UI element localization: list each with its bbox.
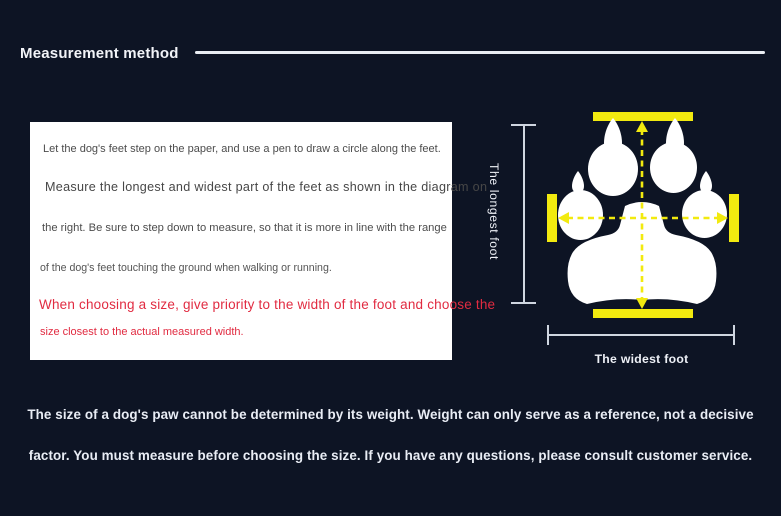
longest-foot-label: The longest foot [487,163,501,261]
widest-foot-ruler [548,334,735,336]
instruction-line: the right. Be sure to step down to measure, so that it is more in line with the range [42,222,447,234]
instruction-line-warning: When choosing a size, give priority to the width of the foot and choose the [39,297,496,312]
longest-foot-ruler [523,125,525,304]
instruction-line: Measure the longest and widest part of the feet as shown in the diagram on [45,180,488,194]
paw-toe [650,142,697,193]
measure-bar-bottom [593,309,693,318]
page-title: Measurement method [20,45,179,62]
arrowhead-up-icon [636,121,648,132]
measure-bar-left [547,194,557,242]
measure-bar-right [729,194,739,242]
longest-foot-ruler-cap [511,124,536,126]
footer-note-line: factor. You must measure before choosing the size. If you have any questions, please consult customer service. [28,448,753,463]
longest-foot-ruler-cap [511,302,536,304]
paw-claw-icon [572,171,584,193]
arrowhead-down-icon [636,298,648,309]
widest-foot-ruler-cap [547,325,549,345]
dog-paw-diagram [545,105,745,325]
instruction-line: of the dog's feet touching the ground when walking or running. [40,262,332,274]
widest-foot-ruler-cap [733,325,735,345]
footer-note-line: The size of a dog's paw cannot be determined by its weight. Weight can only serve as a reference, not a decisive [27,407,754,422]
measure-bar-top [593,112,693,121]
instruction-line: Let the dog's feet step on the paper, and use a pen to draw a circle along the feet. [43,143,441,155]
paw-toe [588,142,638,196]
title-divider-line [195,51,765,54]
paw-claw-icon [700,171,712,193]
widest-foot-label: The widest foot [594,352,689,366]
instruction-line-warning: size closest to the actual measured width. [40,326,244,338]
